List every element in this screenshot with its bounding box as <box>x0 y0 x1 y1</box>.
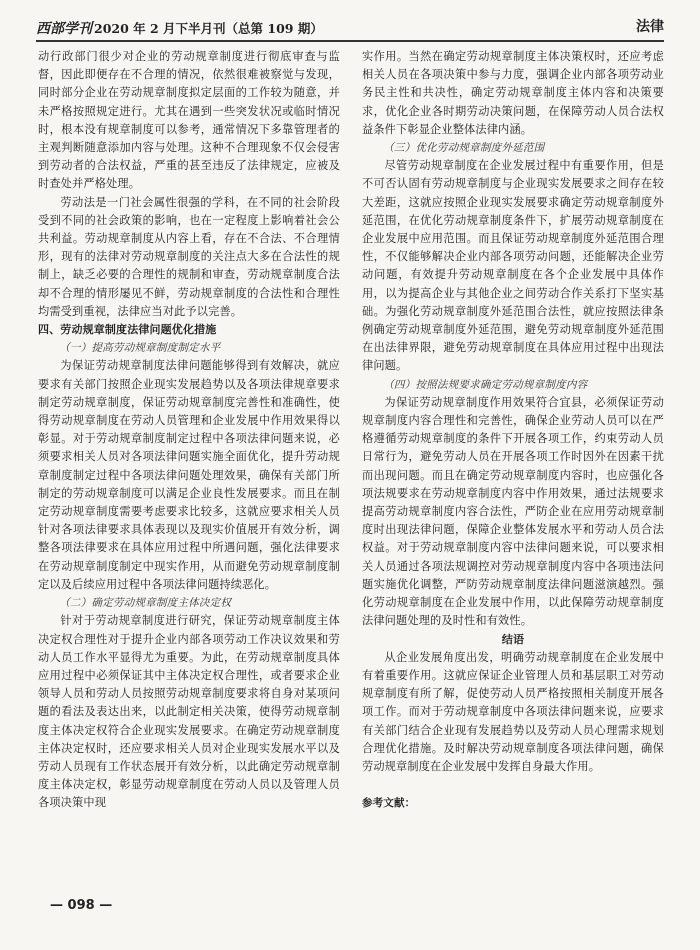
paragraph: 实作用。当然在确定劳动规章制度主体决策权时，还应考虑相关人员在各项决策中参与力度，强调企业内部各项劳动业务民主性和共决性，确定劳动规章制度主体内容和决策要求，优化企业各时期劳动决策问题，在保障劳动人员合法权益条件下彰显企业整体法律内涵。 <box>362 50 664 136</box>
journal-logo: 西部学刊 <box>36 21 92 37</box>
right-column <box>362 48 664 812</box>
paragraph: 为保证劳动规章制度法律问题能够得到有效解决，就应要求有关部门按照企业现实发展趋势以及各项法律规章要求制定劳动规章制度，保证劳动规章制度完善性和准确性，使得劳动规章制度在劳动人员管理和企业发展中作用效果得以彰显。对于劳动规章制度制定过程中各项法律问题来说，必须要求相关人员对各项法律问题实施全面优化，提升劳动规章制度制定过程中各项法律问题处理效果，确保有关部门所制定的劳动规章制度可以满足企业良性发展要求。而且在制定劳动规章制度需要考虑要求比较多，这就应要求相关人员针对各项法律要求具体表现以及现实价值展开有效分析，调整各项法律要求在具体应用过程中所遇问题，强化法律要求在劳动规章制度制定中现实作用，从而避免劳动规章制度制定以及后续应用过程中各项法律问题持续恶化。 <box>38 359 340 591</box>
paragraph: 动行政部门很少对企业的劳动规章制度进行彻底审查与监督，因此即便存在不合理的情况，依然很难被察觉与发现，同时部分企业在劳动规章制度拟定层面的工作较为随意，并未严格按照规定进行。尤其在遇到一些突发状况或临时情况时，根本没有规章制度可以参考，通常情况下多靠管理者的主观判断随意添加内容与处理。这种不合理现象不仅会侵害到劳动者的合法权益，严重的甚至违反了法律规定，应被及时查处并严格处理。 <box>38 50 340 191</box>
issue-info: 2020 年 2 月下半月刊（总第 109 期） <box>94 21 323 36</box>
subsection-heading: （四）按照法规要求确定劳动规章制度内容 <box>383 378 588 391</box>
section-label: 法律 <box>636 19 664 35</box>
paragraph: 劳动法是一门社会属性很强的学科，在不同的社会阶段受到不同的社会政策的影响，也在一定程度上影响着社会公共利益。劳动规章制度从内容上看，存在不合法、不合理情形，现有的法律对劳动规章制度的关注点大多在合法性的规制上，缺乏必要的合理性的规制和审查，劳动规章制度合法却不合理的情形屡见不鲜，劳动规章制度的合法性和合理性均需受到重视，法律应当对此予以完善。 <box>38 195 340 318</box>
subsection-heading: （一）提高劳动规章制度制定水平 <box>59 342 221 355</box>
header-rule <box>36 40 664 42</box>
subsection-heading: （二）确定劳动规章制度主体决定权 <box>59 597 232 610</box>
paragraph: 从企业发展角度出发，明确劳动规章制度在企业发展中有着重要作用。这就应保证企业管理人员和基层职工对劳动规章制度有所了解，促使劳动人员严格按照相关制度开展各项工作。而对于劳动规章制度中各项法律问题来说，应要求有关部门结合企业现有发展趋势以及劳动人员心理需求规划合理优化措施。及时解决劳动规章制度各项法律问题，确保劳动规章制度在企业发展中发挥自身最大作用。 <box>362 650 664 773</box>
paragraph: 为保证劳动规章制度作用效果符合宜县，必须保证劳动规章制度内容合理性和完善性，确保企业劳动人员可以在严格遵循劳动规章制度的条件下开展各项工作，约束劳动人员日常行为，避免劳动人员在开展各项工作时因外在因素干扰而出现问题。而且在确定劳动规章制度内容时，也应强化各项法规要求在劳动规章制度内容中作用效果，通过法规要求提高劳动规章制度内容合法性，严防企业在应用劳动规章制度时出现法律问题，保障企业整体发展水平和劳动人员合法权益。对于劳动规章制度内容中法律问题来说，可以要求相关人员通过各项法规调控对劳动规章制度内容中各项违法问题实施优化调整，严防劳动规章制度法律问题滋演越烈。强化劳动规章制度在企业发展中作用，以此保障劳动规章制度法律问题处理的及时性和有效性。 <box>362 395 664 628</box>
section-heading: 四、劳动规章制度法律问题优化措施 <box>38 323 217 337</box>
subsection-heading: （三）优化劳动规章制度外延范围 <box>383 142 545 155</box>
page-header <box>36 10 664 40</box>
left-column <box>38 48 340 813</box>
conclusion-heading: 结语 <box>501 632 525 646</box>
references-heading: 参考文献： <box>362 797 416 810</box>
paragraph: 尽管劳动规章制度在企业发展过程中有重要作用，但是不可否认固有劳动规章制度与企业现实发展要求之间存在较大差距，这就应按照企业现实发展要求确定劳动规章制度外延范围，在优化劳动规章制度条件下，扩展劳动规章制度在企业发展中应用范围。而且保证劳动规章制度外延范围合理性，不仅能够解决企业内部各项劳动问题，还能解决企业劳动问题，有效提升劳动规章制度在各个企业发展中具体作用，以为提高企业与其他企业之间劳动合作关系打下坚实基础。为强化劳动规章制度外延范围合法性，就应按照法律条例确定劳动规章制度外延范围，避免劳动规章制度外延范围在出法律界限，避免劳动规章制度在具体应用过程中出现法律问题。 <box>362 159 664 373</box>
paragraph: 针对于劳动规章制度进行研究，保证劳动规章制度主体决定权合理性对于提升企业内部各项劳动工作决议效果和劳动人员工作水平显得尤为重要。为此，在劳动规章制度具体应用过程中必须保证其中主体决定权合理性，或者要求企业领导人员和劳动人员按照劳动规章制度要求将自身对某项问题的看法及表达出来，以此制定相关决策，使得劳动规章制度主体决定权符合企业现实发展要求。在确定劳动规章制度主体决定权时，还应要求相关人员对企业现实发展水平以及劳动人员现有工作状态展开有效分析，以此确定劳动规章制度主体决定权，彰显劳动规章制度在劳动人员以及管理人员各项决策中现 <box>38 614 340 810</box>
journal-title <box>36 18 323 38</box>
page-number: — 098 — <box>50 898 113 913</box>
